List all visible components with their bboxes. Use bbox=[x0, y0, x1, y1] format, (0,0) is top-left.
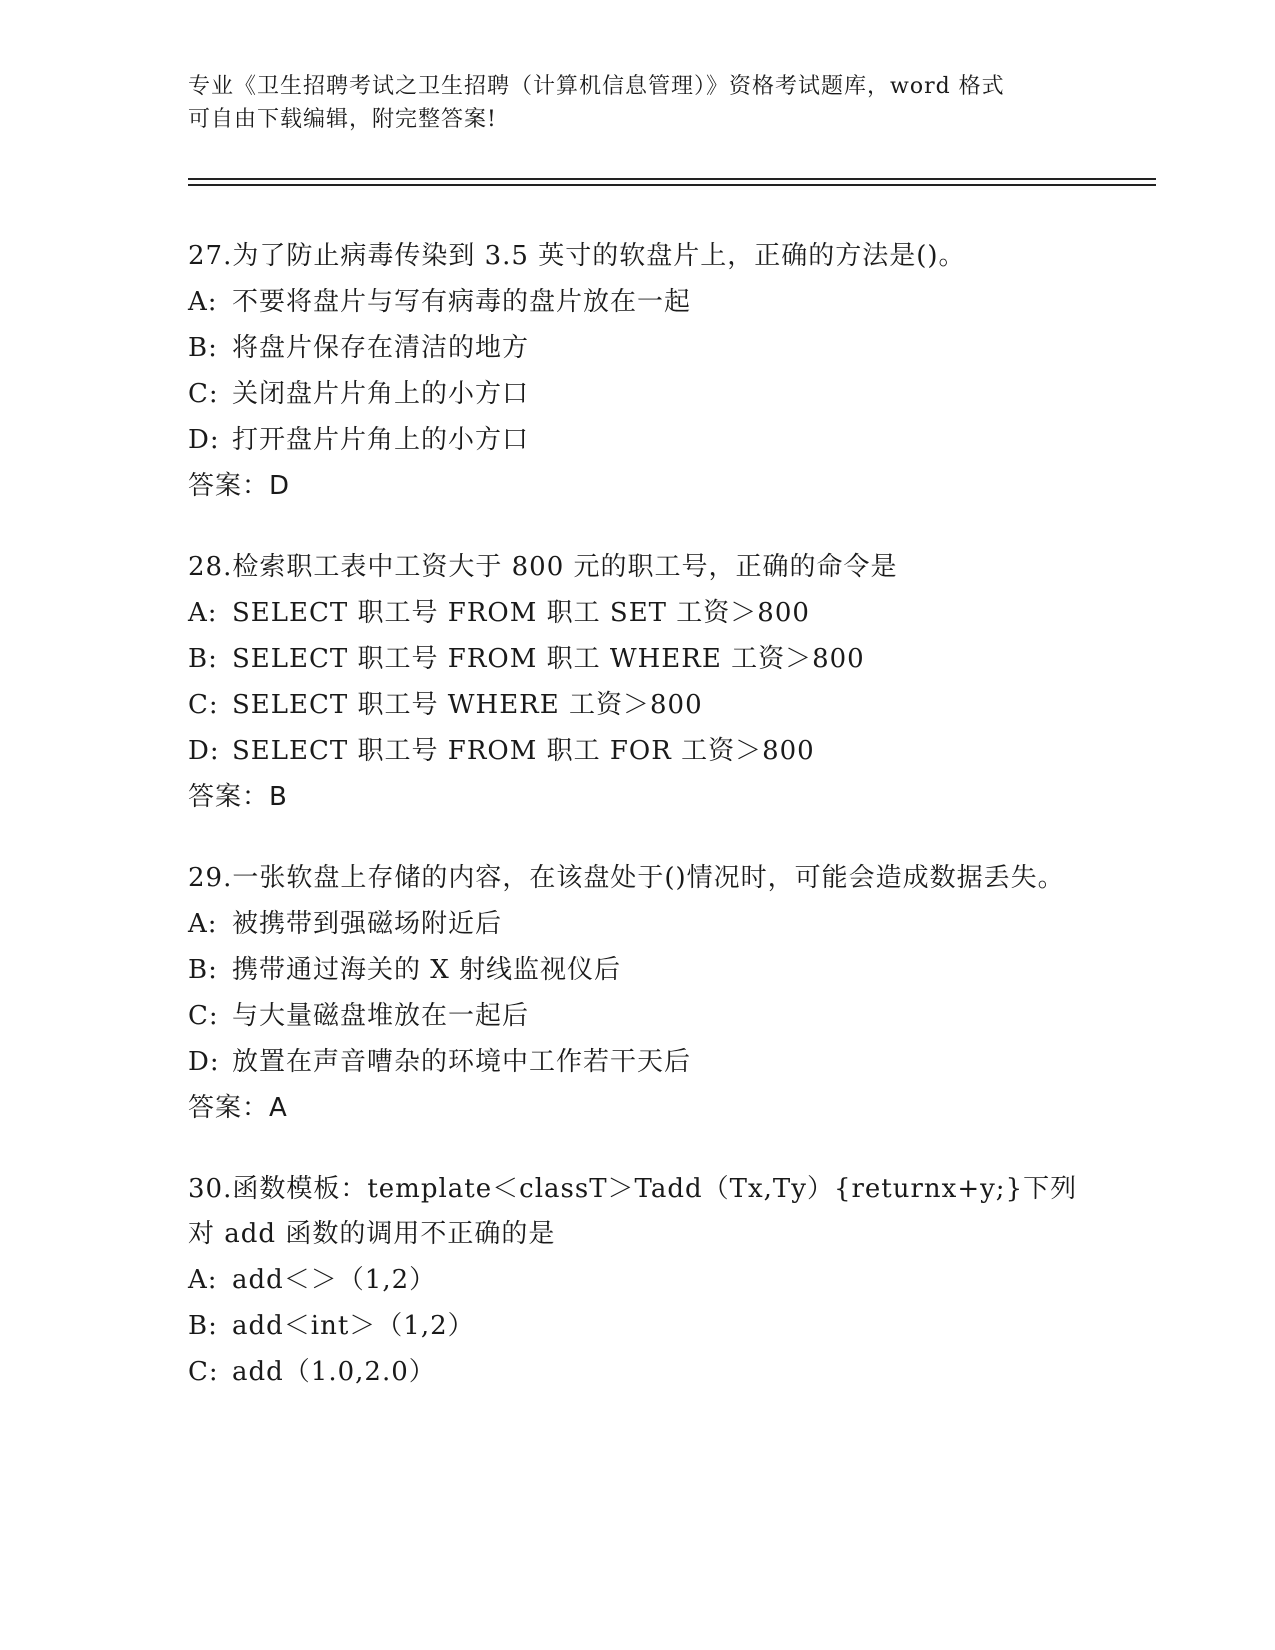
question-stem: 28.检索职工表中工资大于 800 元的职工号，正确的命令是 bbox=[188, 552, 898, 582]
option-text: add＜＞（1,2） bbox=[232, 1265, 437, 1295]
option-letter: C: bbox=[188, 1001, 219, 1031]
option-letter: D: bbox=[188, 736, 220, 766]
question-27 bbox=[188, 234, 1088, 509]
question-stem: 30.函数模板：template＜classT＞Tadd（Tx,Ty）{returnx+y;}下列对 add 函数的调用不正确的是 bbox=[188, 1174, 1078, 1249]
question-30 bbox=[188, 1167, 1088, 1395]
option-c bbox=[188, 993, 1088, 1039]
option-letter: D: bbox=[188, 1047, 220, 1077]
option-c bbox=[188, 1349, 1088, 1395]
document-header bbox=[188, 70, 1088, 136]
option-a bbox=[188, 590, 1088, 636]
option-letter: B: bbox=[188, 955, 218, 985]
answer-value: A bbox=[269, 1093, 288, 1123]
option-letter: C: bbox=[188, 1357, 219, 1387]
answer-line bbox=[188, 463, 1088, 509]
question-29 bbox=[188, 856, 1088, 1131]
option-a bbox=[188, 279, 1088, 325]
option-a bbox=[188, 901, 1088, 947]
option-letter: B: bbox=[188, 333, 218, 363]
question-stem: 27.为了防止病毒传染到 3.5 英寸的软盘片上，正确的方法是()。 bbox=[188, 241, 966, 271]
question-stem: 29.一张软盘上存储的内容，在该盘处于()情况时，可能会造成数据丢失。 bbox=[188, 863, 1065, 893]
option-letter: B: bbox=[188, 644, 218, 674]
option-text: add（1.0,2.0） bbox=[232, 1357, 436, 1387]
option-letter: B: bbox=[188, 1311, 218, 1341]
header-divider-bottom bbox=[188, 184, 1156, 186]
option-text: 打开盘片片角上的小方口 bbox=[232, 425, 530, 455]
option-letter: D: bbox=[188, 425, 220, 455]
answer-label: 答案： bbox=[188, 782, 270, 812]
option-b bbox=[188, 947, 1088, 993]
answer-line bbox=[188, 1085, 1088, 1131]
option-text: 携带通过海关的 X 射线监视仪后 bbox=[232, 955, 622, 985]
option-c bbox=[188, 682, 1088, 728]
option-text: SELECT 职工号 FROM 职工 FOR 工资＞800 bbox=[232, 736, 815, 766]
question-list bbox=[188, 234, 1088, 1431]
answer-value: B bbox=[269, 782, 288, 812]
header-line-1: 专业《卫生招聘考试之卫生招聘（计算机信息管理）》资格考试题库，word 格式 bbox=[188, 74, 1005, 99]
answer-label: 答案： bbox=[188, 1093, 270, 1123]
option-d bbox=[188, 417, 1088, 463]
answer-line bbox=[188, 774, 1088, 820]
option-b bbox=[188, 1303, 1088, 1349]
option-text: SELECT 职工号 WHERE 工资＞800 bbox=[232, 690, 703, 720]
question-28 bbox=[188, 545, 1088, 820]
option-b bbox=[188, 325, 1088, 371]
option-c bbox=[188, 371, 1088, 417]
option-letter: A: bbox=[188, 287, 218, 317]
option-text: SELECT 职工号 FROM 职工 SET 工资＞800 bbox=[232, 598, 810, 628]
option-letter: A: bbox=[188, 598, 218, 628]
option-d bbox=[188, 728, 1088, 774]
option-letter: C: bbox=[188, 690, 219, 720]
option-d bbox=[188, 1039, 1088, 1085]
option-text: SELECT 职工号 FROM 职工 WHERE 工资＞800 bbox=[232, 644, 865, 674]
header-divider-top bbox=[188, 178, 1156, 180]
header-line-2: 可自由下载编辑，附完整答案! bbox=[188, 107, 497, 132]
option-a bbox=[188, 1257, 1088, 1303]
option-letter: C: bbox=[188, 379, 219, 409]
answer-value: D bbox=[269, 471, 291, 501]
option-text: 被携带到强磁场附近后 bbox=[232, 909, 503, 939]
option-text: 放置在声音嘈杂的环境中工作若干天后 bbox=[232, 1047, 692, 1077]
option-b bbox=[188, 636, 1088, 682]
option-text: 将盘片保存在清洁的地方 bbox=[232, 333, 530, 363]
option-text: 不要将盘片与写有病毒的盘片放在一起 bbox=[232, 287, 692, 317]
answer-label: 答案： bbox=[188, 471, 270, 501]
option-letter: A: bbox=[188, 1265, 218, 1295]
option-text: add＜int＞（1,2） bbox=[232, 1311, 475, 1341]
option-letter: A: bbox=[188, 909, 218, 939]
option-text: 与大量磁盘堆放在一起后 bbox=[232, 1001, 530, 1031]
option-text: 关闭盘片片角上的小方口 bbox=[232, 379, 530, 409]
